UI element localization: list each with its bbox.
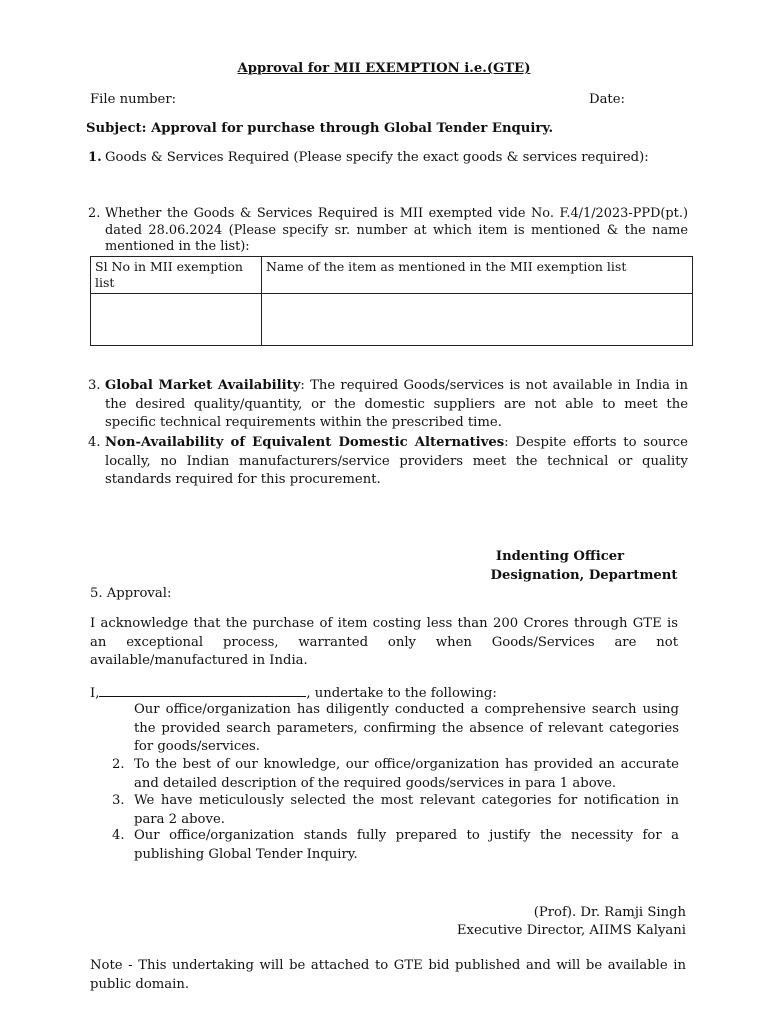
table-header-sl-no: Sl No in MII exemption list (91, 257, 262, 294)
undertaking-item-1 (134, 701, 679, 757)
undertaking-item-3 (112, 792, 679, 829)
mii-exemption-table (90, 256, 693, 346)
item-3-text: : The required Goods/services is not available in India in the desired quality/quantity, or the domestic suppliers are not able to meet the specific technical requirements within the prescribed time. (105, 378, 688, 430)
item-1-text: Goods & Services Required (Please specify the exact goods & services required): (105, 150, 649, 165)
signatory-name: (Prof). Dr. Ramji Singh (533, 905, 686, 920)
item-4 (88, 434, 688, 490)
item-4-text: : Despite efforts to source locally, no Indian manufacturers/service providers meet the technical or quality standards required for this procurement. (105, 435, 688, 487)
item-4-number: 4. (88, 435, 101, 450)
table-cell-sl-no[interactable] (91, 294, 262, 346)
item-3 (88, 377, 688, 433)
item-4-heading: Non-Availability of Equivalent Domestic Alternatives (105, 435, 505, 450)
name-blank-field[interactable] (99, 683, 306, 697)
signatory-designation: Executive Director, AIIMS Kalyani (456, 923, 686, 938)
undertaking-number: 3. (112, 793, 125, 808)
note-text: Note - This undertaking will be attached to GTE bid published and will be available in public domain. (90, 958, 686, 992)
undertaking-item-2 (112, 756, 679, 793)
approval-heading: 5. Approval: (90, 586, 172, 601)
undertake-suffix: , undertake to the following: (306, 686, 497, 701)
table-row (91, 294, 693, 346)
undertaking-text: To the best of our knowledge, our office/organization has provided an accurate and detailed description of the required goods/services in para 1 above. (134, 757, 679, 791)
item-2 (88, 206, 688, 256)
table-cell-item-name[interactable] (262, 294, 693, 346)
table-header-row (91, 257, 693, 294)
undertake-prefix: I, (90, 686, 100, 701)
table-header-item-name: Name of the item as mentioned in the MII exemption list (262, 257, 693, 294)
subject-line: Subject: Approval for purchase through Global Tender Enquiry. (86, 121, 554, 136)
undertaking-text: Our office/organization stands fully prepared to justify the necessity for a publishing Global Tender Inquiry. (134, 828, 679, 862)
undertaking-text: Our office/organization has diligently conducted a comprehensive search using the provided search parameters, confirming the absence of relevant categories for goods/services. (134, 702, 679, 754)
item-1 (88, 149, 688, 168)
item-1-number: 1. (88, 150, 102, 165)
item-3-number: 3. (88, 378, 101, 393)
undertaking-number: 2. (112, 757, 125, 772)
undertaking-text: We have meticulously selected the most relevant categories for notification in para 2 above. (134, 793, 679, 827)
document-title: Approval for MII EXEMPTION i.e.(GTE) (237, 61, 531, 76)
item-2-text: Whether the Goods & Services Required is MII exempted vide No. F.4/1/2023-PPD(pt.) dated 28.06.2024 (Please specify sr. number at which item is mentioned & the name mentioned in the list): (105, 206, 688, 254)
indenting-officer-label: Indenting Officer (495, 549, 625, 564)
acknowledgement-text: I acknowledge that the purchase of item costing less than 200 Crores through GTE is an exceptional process, warranted only when Goods/Services are not available/manufactured in India. (90, 616, 678, 668)
item-2-number: 2. (88, 206, 101, 221)
undertaking-number: 4. (112, 828, 125, 843)
item-3-heading: Global Market Availability (105, 378, 301, 393)
date-label: Date: (589, 92, 625, 107)
undertaking-item-4 (112, 827, 679, 864)
designation-department-label: Designation, Department (490, 568, 678, 583)
file-number-label: File number: (90, 92, 177, 107)
